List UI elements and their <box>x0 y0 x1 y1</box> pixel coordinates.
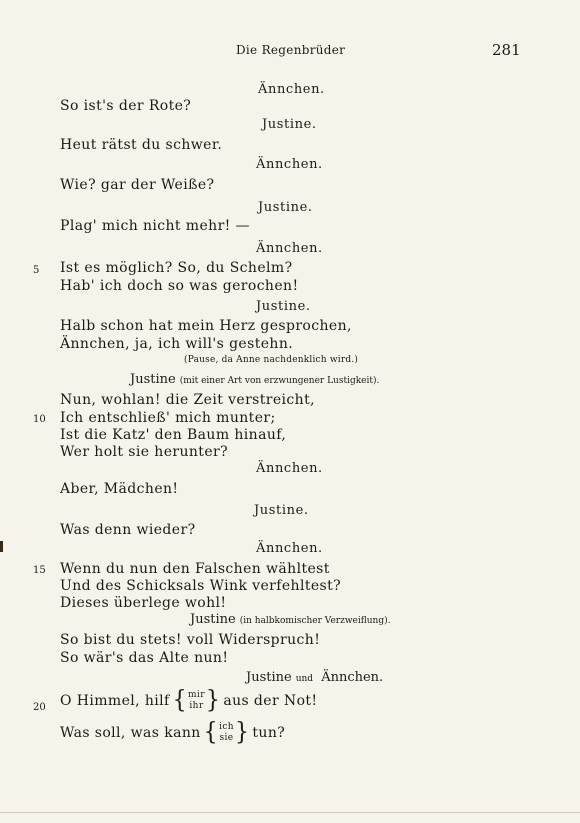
speaker-name: Ännchen. <box>321 670 384 685</box>
margin-ink-mark <box>0 541 3 552</box>
speaker-label: Ännchen. <box>256 541 323 556</box>
speaker-name: Justine <box>190 612 236 627</box>
speaker-label: Ännchen. <box>256 157 323 172</box>
verse-line: Ist die Katz' den Baum hinauf, <box>60 427 287 443</box>
verse-line <box>60 718 286 747</box>
verse-line: Halb schon hat mein Herz gesprochen, <box>60 318 352 334</box>
right-brace-glyph: } <box>205 686 221 715</box>
stage-direction: (in halbkomischer Verzweiflung). <box>239 616 391 626</box>
pronoun: ihr <box>189 701 204 711</box>
verse-line: Wenn du nun den Falschen wähltest <box>60 561 330 577</box>
speaker-label: Justine. <box>258 200 313 215</box>
page-number: 281 <box>492 41 521 59</box>
verse-line: Ist es möglich? So, du Schelm? <box>60 260 293 276</box>
verse-line: So wär's das Alte nun! <box>60 650 229 666</box>
verse-text: Was soll, was kann <box>60 725 201 741</box>
speaker-label: Ännchen. <box>256 461 323 476</box>
line-number: 5 <box>33 265 40 276</box>
pronoun-stack <box>187 690 206 712</box>
speaker-name: Justine <box>130 372 176 387</box>
stage-direction: (Pause, da Anne nachdenklich wird.) <box>184 355 359 365</box>
verse-line: Und des Schicksals Wink verfehltest? <box>60 578 342 594</box>
speaker-label: Justine. <box>254 503 309 518</box>
speaker-direction <box>130 372 379 387</box>
speaker-name: Justine <box>246 670 292 685</box>
verse-line: So ist's der Rote? <box>60 98 192 114</box>
speaker-label: Justine. <box>256 299 311 314</box>
line-number: 10 <box>33 414 46 425</box>
left-brace-glyph: { <box>203 718 219 747</box>
verse-line: Plag' mich nicht mehr! — <box>60 218 250 234</box>
verse-text: O Himmel, hilf <box>60 693 170 709</box>
verse-line: Was denn wieder? <box>60 522 196 538</box>
pronoun: mir <box>188 690 205 700</box>
stage-direction: (mit einer Art von erzwungener Lustigkeit). <box>179 376 380 386</box>
pronoun: sie <box>219 733 234 743</box>
left-brace-glyph: { <box>172 686 187 715</box>
verse-text: aus der Not! <box>223 693 318 709</box>
speaker-label: Justine. <box>262 117 317 132</box>
verse-line: Aber, Mädchen! <box>60 481 179 497</box>
speaker-label: Ännchen. <box>256 241 323 256</box>
verse-line: Nun, wohlan! die Zeit verstreicht, <box>60 392 315 408</box>
speaker-direction <box>246 670 383 685</box>
pronoun-brace <box>203 718 250 747</box>
conjunction: und <box>295 674 314 684</box>
line-number: 20 <box>33 702 46 713</box>
verse-line: Wie? gar der Weiße? <box>60 177 215 193</box>
verse-line: Ich entschließ' mich munter; <box>60 410 276 426</box>
verse-line: So bist du stets! voll Widerspruch! <box>60 632 321 648</box>
speaker-label: Ännchen. <box>258 82 325 97</box>
running-header: Die Regenbrüder <box>236 43 346 57</box>
pronoun-brace <box>172 686 221 715</box>
verse-line: Heut rätst du schwer. <box>60 137 223 153</box>
verse-line: Dieses überlege wohl! <box>60 595 227 611</box>
verse-line: Hab' ich doch so was gerochen! <box>60 278 299 294</box>
pronoun: ich <box>219 722 234 732</box>
pronoun-stack <box>218 722 235 744</box>
verse-line: Wer holt sie herunter? <box>60 444 229 460</box>
speaker-direction <box>190 612 390 627</box>
right-brace-glyph: } <box>234 718 250 747</box>
line-number: 15 <box>33 565 46 576</box>
verse-text: tun? <box>252 725 286 741</box>
verse-line: Ännchen, ja, ich will's gestehn. <box>60 336 294 352</box>
verse-line <box>60 686 318 715</box>
page-bottom-edge <box>0 812 580 813</box>
